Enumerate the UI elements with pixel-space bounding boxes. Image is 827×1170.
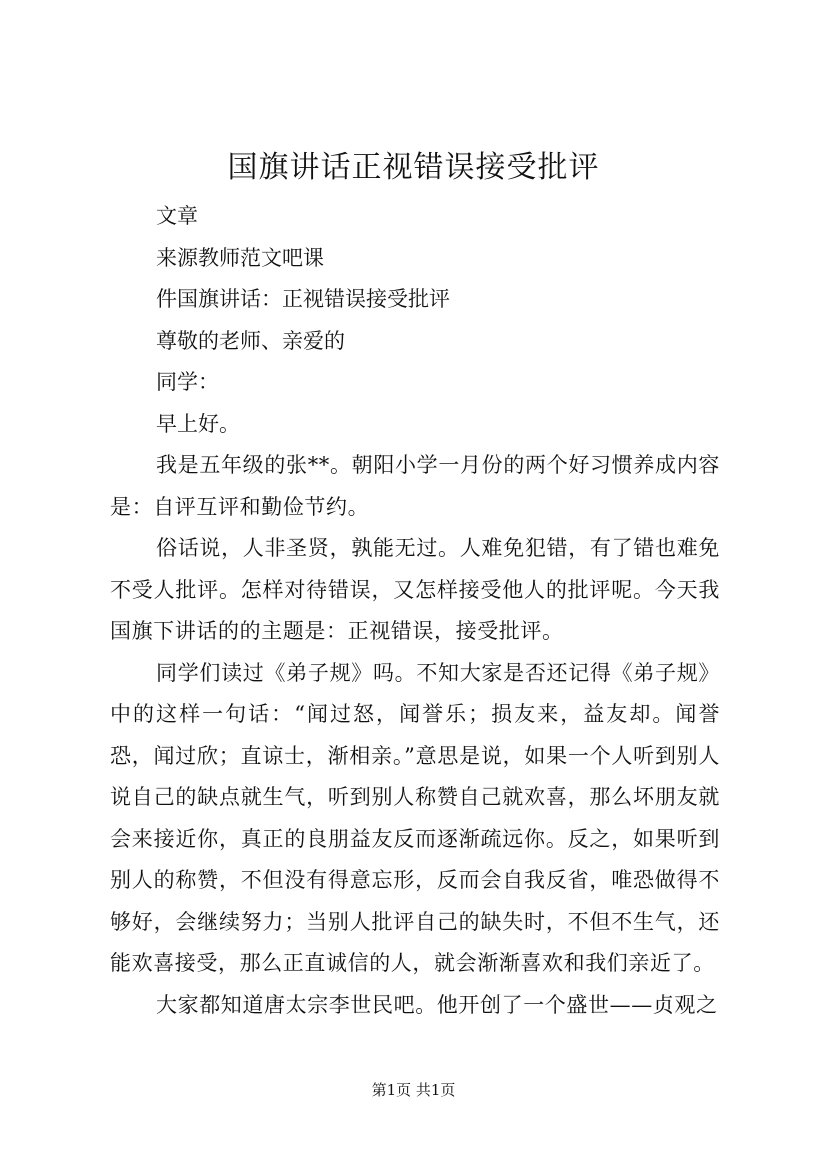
header-line: 来源教师范文吧课: [156, 245, 324, 270]
document-title: 国旗讲话正视错误接受批评: [227, 150, 600, 185]
header-line: 件国旗讲话：正视错误接受批评: [156, 287, 450, 311]
paragraph: 俗话说，人非圣贤，孰能无过。人难免犯错，有了错也难免不受人批评。怎样对待错误，又怎样接受他人的批评呢。今天我国旗下讲话的的主题是：正视错误，接受批评。: [110, 536, 720, 643]
document-body: [110, 196, 720, 1026]
paragraph: 我是五年级的张**。朝阳小学一月份的两个好习惯养成内容是：自评互评和勤俭节约。: [110, 453, 720, 519]
header-line: 早上好。: [156, 411, 240, 436]
header-line: 同学：: [156, 370, 219, 394]
paragraph: 同学们读过《弟子规》吗。不知大家是否还记得《弟子规》中的这样一句话：“闻过怒，闻誉乐；损友来，益友却。闻誉恐，闻过欣；直谅士，渐相亲。”意思是说，如果一个人听到别人说自己的缺点就生气，听到别人称赞自己就欢喜，那么坏朋友就会来接近你，真正的良朋益友反而逐渐疏远你。反之，如果听到别人的称赞，不但没有得意忘形，反而会自我反省，唯恐做得不够好，会继续努力；当别人批评自己的缺失时，不但不生气，还能欢喜接受，那么正直诚信的人，就会渐渐喜欢和我们亲近了。: [110, 660, 720, 975]
header-line: 文章: [156, 204, 198, 228]
page-number-footer: 第1页 共1页: [371, 1081, 456, 1099]
header-line: 尊敬的老师、亲爱的: [156, 328, 345, 353]
paragraph: 大家都知道唐太宗李世民吧。他开创了一个盛世——贞观之: [156, 992, 718, 1017]
